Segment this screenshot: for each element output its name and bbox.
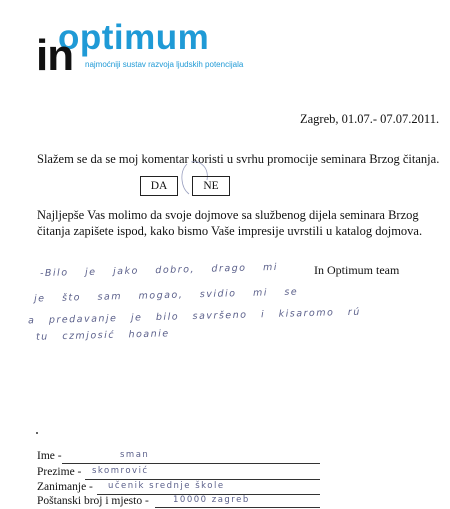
field-value-postal-city[interactable]: 10000 zagreb bbox=[173, 495, 250, 505]
field-label-postal-city: Poštanski broj i mjesto - bbox=[37, 495, 149, 507]
signoff: In Optimum team bbox=[314, 263, 400, 277]
no-checkbox[interactable]: NE bbox=[192, 176, 230, 196]
handwritten-line: a predavanje je bilo savršeno i kisaromo rú bbox=[27, 306, 361, 327]
request-text: Najljepše Vas molimo da svoje dojmove sa službenog dijela seminara Brzog čitanja zapišete ispod, kako bismo Vaše impresije uvrstili u katalog dojmova. bbox=[37, 208, 423, 238]
yes-checkbox[interactable]: DA bbox=[140, 176, 178, 196]
field-value-surname[interactable]: skomrović bbox=[92, 466, 149, 476]
field-line-postal-city bbox=[155, 507, 320, 508]
logo-tagline: najmoćniji sustav razvoja ljudskih potencijala bbox=[85, 60, 244, 69]
stray-dot bbox=[36, 432, 38, 434]
field-label-name: Ime - bbox=[37, 450, 62, 462]
handwritten-line: je što sam mogao, svidio mi se bbox=[33, 286, 299, 305]
field-line-name bbox=[62, 463, 320, 464]
document-date: Zagreb, 01.07.- 07.07.2011. bbox=[300, 112, 440, 126]
handwritten-line: -Bilo je jako dobro, drago mi bbox=[39, 261, 279, 280]
field-line-surname bbox=[85, 479, 320, 480]
field-value-name[interactable]: sman bbox=[120, 450, 150, 460]
field-value-occupation[interactable]: učenik srednje škole bbox=[108, 481, 225, 491]
handwritten-line: tu czmjosić hoanie bbox=[35, 328, 170, 343]
consent-question: Slažem se da se moj komentar koristi u svrhu promocije seminara Brzog čitanja. bbox=[37, 152, 440, 166]
field-label-surname: Prezime - bbox=[37, 466, 82, 478]
logo-prefix: in bbox=[36, 31, 74, 80]
field-label-occupation: Zanimanje - bbox=[37, 481, 93, 493]
logo-wordmark: optimum bbox=[58, 18, 210, 57]
